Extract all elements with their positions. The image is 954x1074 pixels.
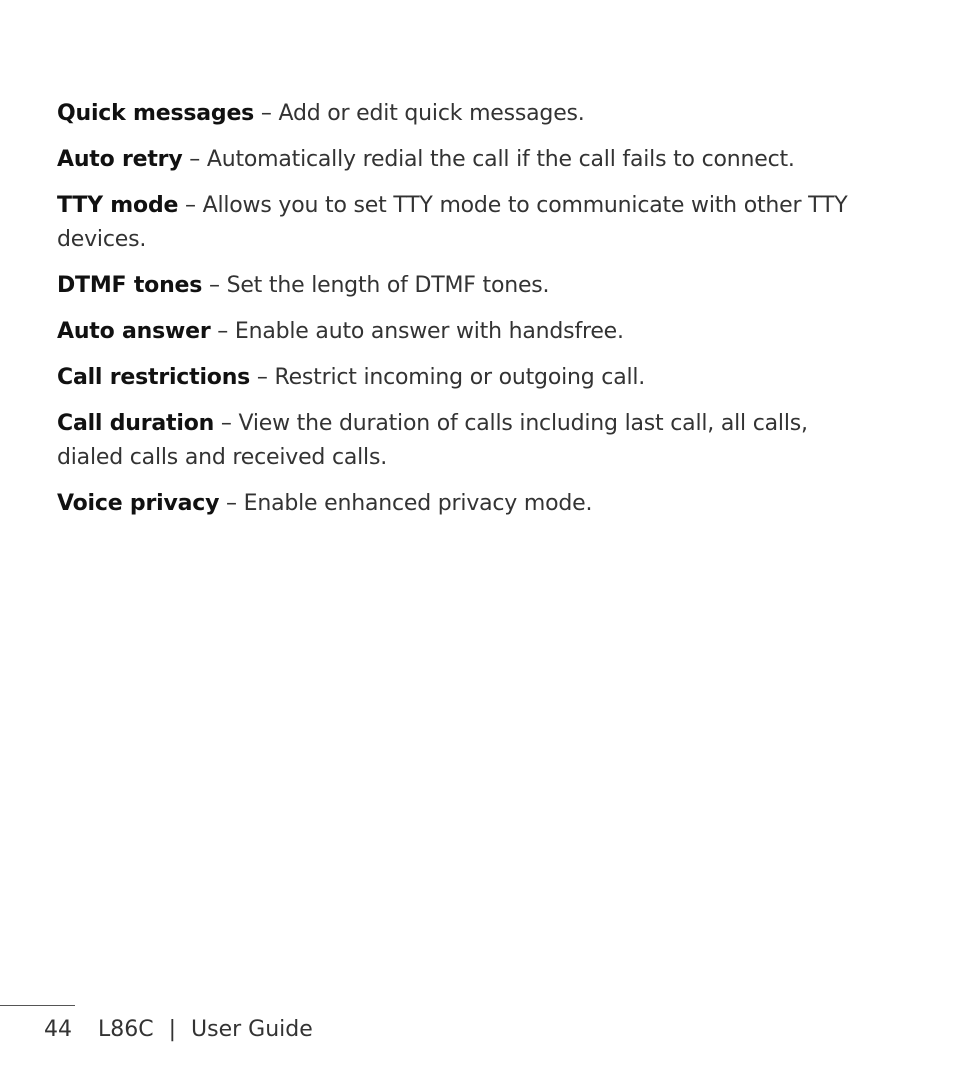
entry-auto-retry — [57, 143, 877, 177]
page-number: 44 — [44, 1017, 72, 1042]
entry-separator: – — [226, 491, 237, 516]
entry-separator: – — [189, 147, 201, 172]
footer-divider-line — [0, 1005, 75, 1006]
entry-term: DTMF tones — [57, 273, 203, 298]
entry-separator: – — [220, 411, 232, 436]
entry-term: Call duration — [57, 411, 215, 436]
entry-separator: – — [256, 365, 268, 390]
footer-model: L86C — [98, 1017, 154, 1042]
entry-quick-messages — [57, 97, 877, 131]
page-footer — [44, 1013, 313, 1047]
entry-description: Set the length of DTMF tones. — [226, 273, 550, 298]
entry-separator: – — [208, 273, 220, 298]
entry-voice-privacy — [57, 487, 877, 521]
entry-separator: – — [217, 319, 229, 344]
footer-guide-title: User Guide — [191, 1017, 313, 1042]
entry-description: Enable auto answer with handsfree. — [234, 319, 624, 344]
entry-description: Restrict incoming or outgoing call. — [274, 365, 646, 390]
entry-tty-mode — [57, 189, 877, 257]
entry-call-restrictions — [57, 361, 877, 395]
entry-term: Quick messages — [57, 101, 255, 126]
entry-description: Enable enhanced privacy mode. — [243, 491, 593, 516]
footer-divider: | — [168, 1017, 177, 1042]
entry-description: Allows you to set TTY mode to communicate with other TTY devices. — [57, 193, 848, 252]
entry-description: View the duration of calls including last call, all calls, dialed calls and received calls. — [57, 411, 808, 470]
entry-description: Add or edit quick messages. — [278, 101, 585, 126]
entry-term: Auto answer — [57, 319, 211, 344]
entry-separator: – — [260, 101, 272, 126]
entry-term: Call restrictions — [57, 365, 251, 390]
entry-term: TTY mode — [57, 193, 179, 218]
entry-term: Voice privacy — [57, 491, 220, 516]
entry-auto-answer — [57, 315, 877, 349]
settings-description-list — [57, 97, 877, 533]
entry-separator: – — [185, 193, 196, 218]
entry-dtmf-tones — [57, 269, 877, 303]
entry-description: Automatically redial the call if the call fails to connect. — [206, 147, 795, 172]
entry-call-duration — [57, 407, 877, 475]
entry-term: Auto retry — [57, 147, 183, 172]
